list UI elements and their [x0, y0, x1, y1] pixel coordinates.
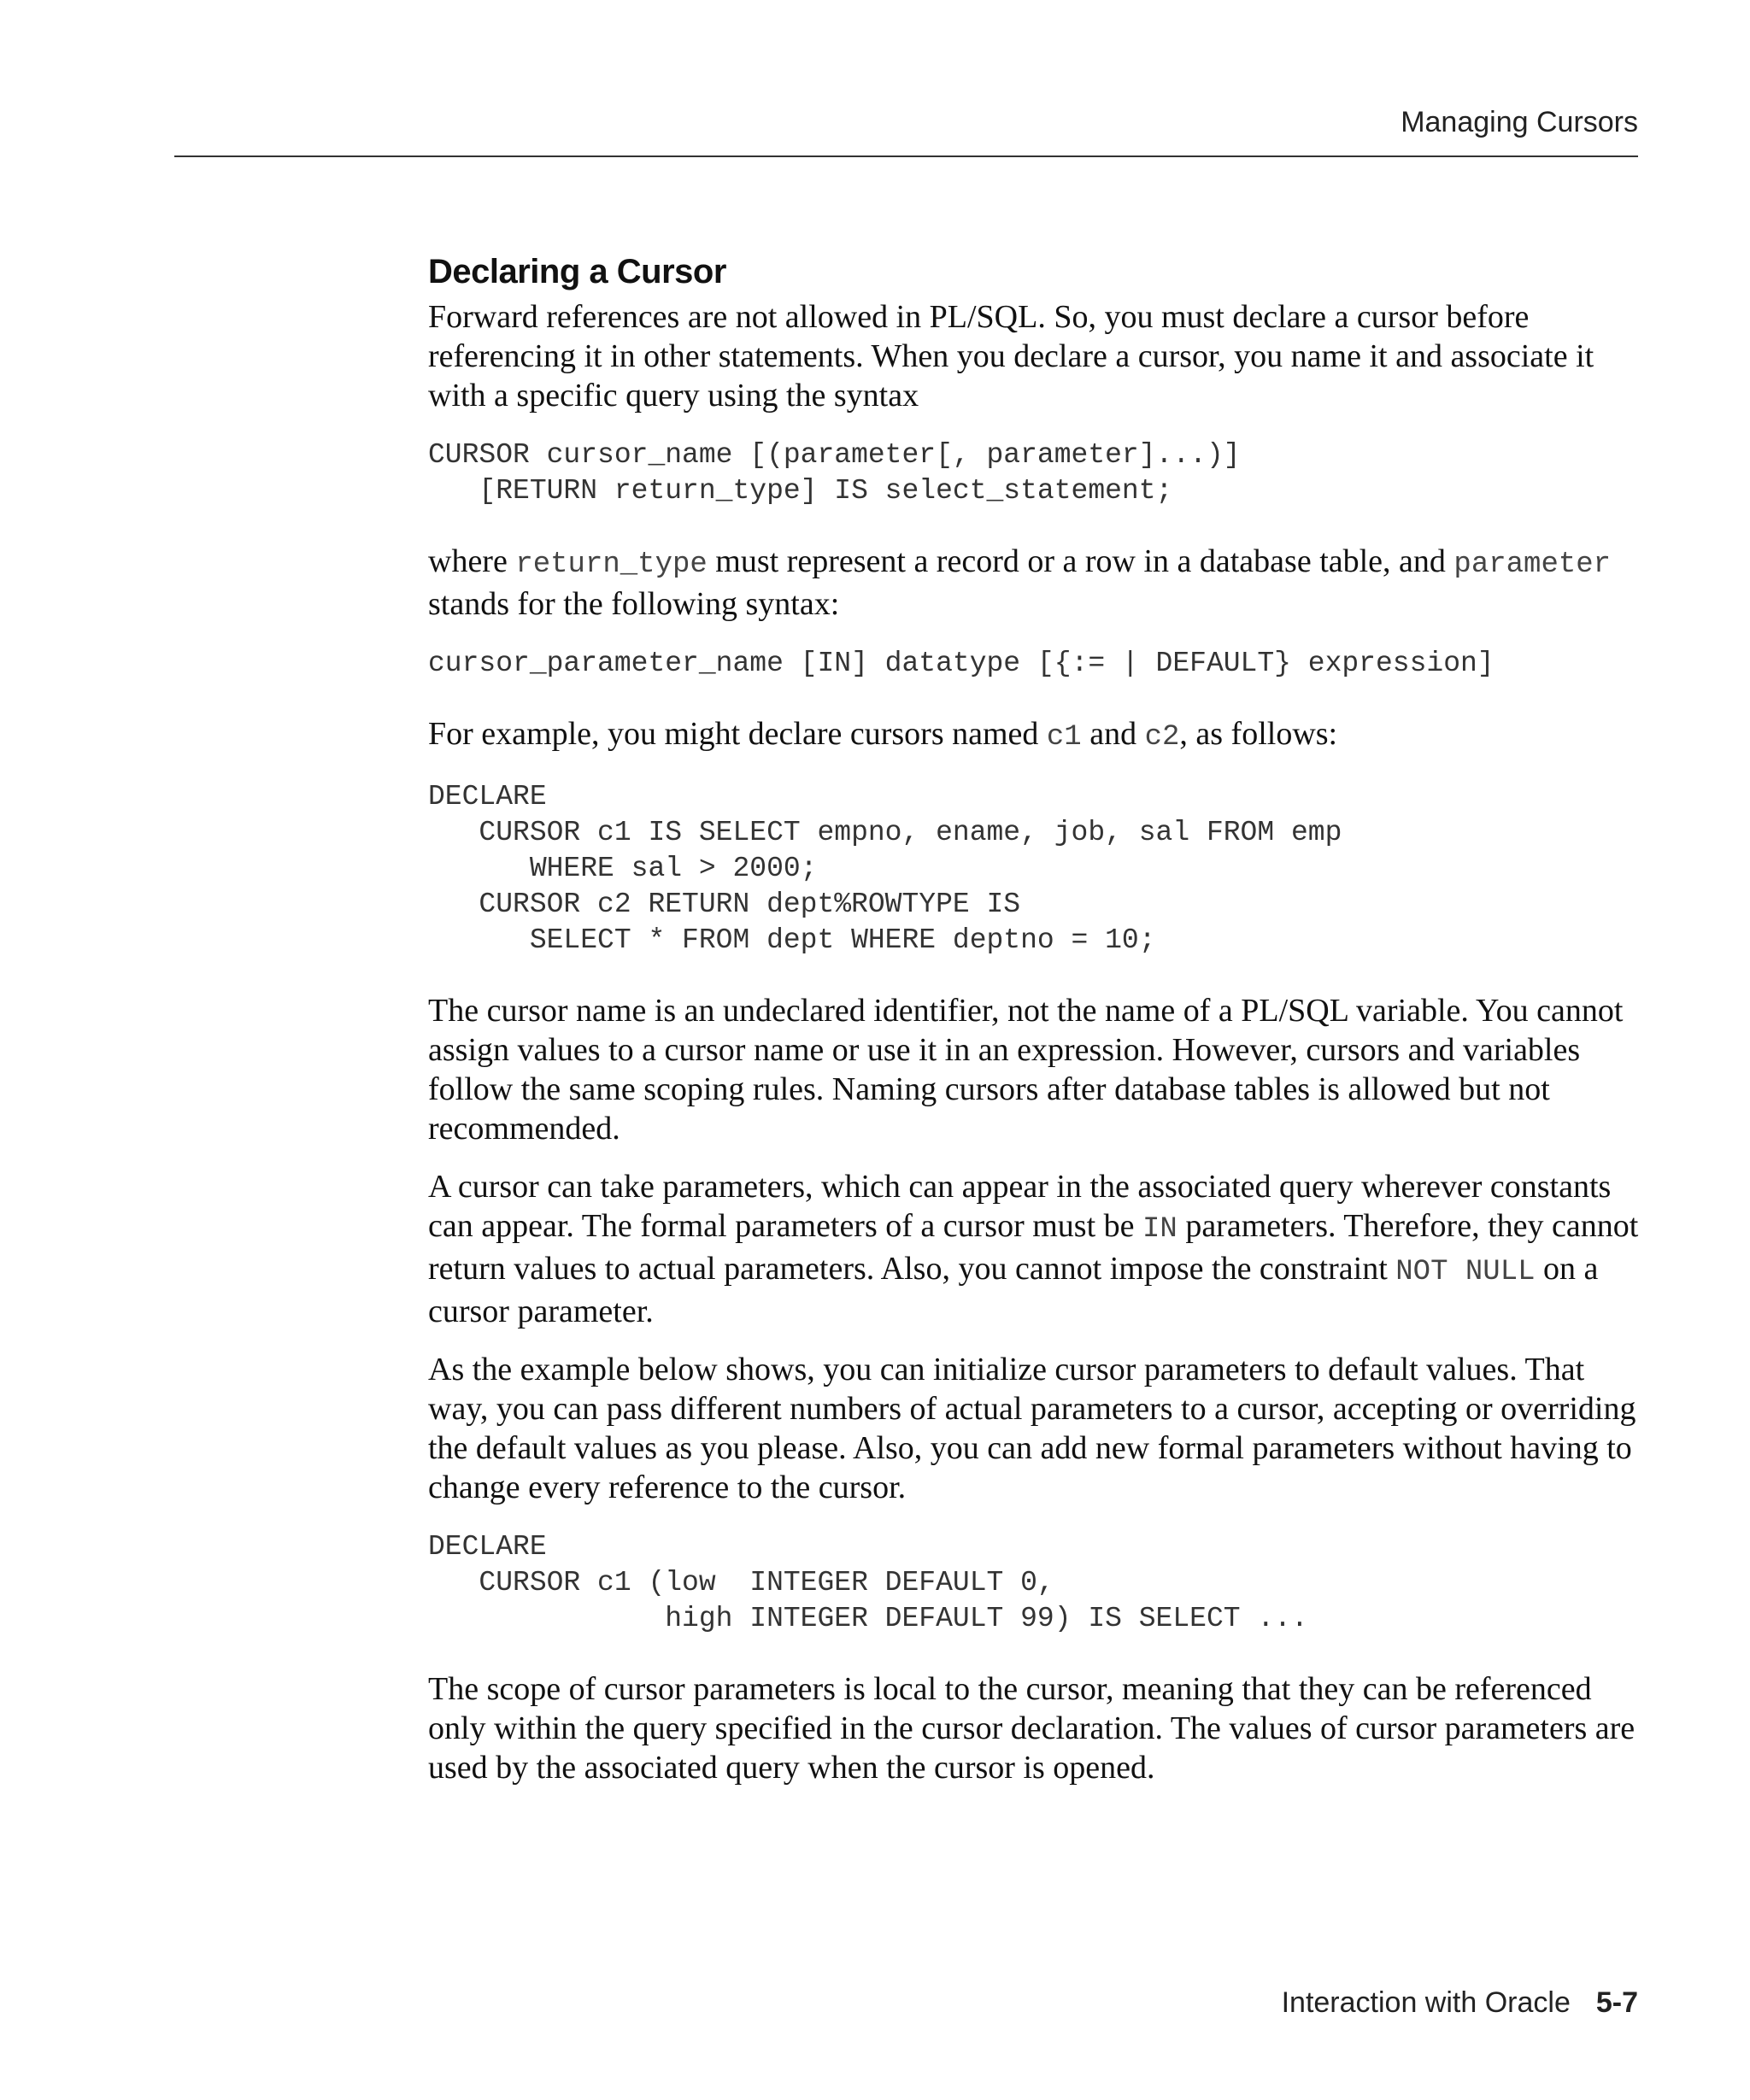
code-block-default-params	[428, 1529, 1641, 1637]
paragraph-forward-references: Forward references are not allowed in PL/SQL. So, you must declare a cursor before referencing it in other statements. When you declare a cursor, you name it and associate it with a specific query using the syntax	[428, 299, 1594, 414]
text-run: and	[1081, 716, 1145, 752]
inline-code: parameter	[1453, 548, 1612, 581]
text-run: For example, you might declare cursors named	[428, 716, 1047, 752]
text-run: stands for the following syntax:	[428, 586, 840, 622]
code-line: CURSOR cursor_name [(parameter[, parameter]...)]	[428, 439, 1241, 471]
text-run: must represent a record or a row in a database table, and	[707, 543, 1454, 579]
inline-code: return_type	[515, 548, 708, 581]
paragraph-cursor-parameters	[428, 1167, 1641, 1331]
code-line: CURSOR c1 (low INTEGER DEFAULT 0,	[428, 1567, 1054, 1598]
code-line: SELECT * FROM dept WHERE deptno = 10;	[428, 924, 1156, 956]
code-line: CURSOR c2 RETURN dept%ROWTYPE IS	[428, 889, 1021, 920]
code-line: high INTEGER DEFAULT 99) IS SELECT ...	[428, 1603, 1308, 1634]
inline-code: c2	[1144, 721, 1180, 754]
code-line: DECLARE	[428, 781, 547, 812]
code-block-cursor-syntax	[428, 437, 1641, 509]
text-run: where	[428, 543, 516, 579]
text-run: parameters. Therefore, they cannot return values to actual parameters. Also, you cannot impose the constraint	[428, 1208, 1639, 1287]
code-line: [RETURN return_type] IS select_statement;	[428, 475, 1173, 507]
footer-chapter: Interaction with Oracle	[1281, 1986, 1571, 2019]
paragraph-return-type	[428, 542, 1641, 624]
paragraph-parameter-scope: The scope of cursor parameters is local to the cursor, meaning that they can be referenced only within the query specified in the cursor declaration. The values of cursor parameters are used by the associated query when the cursor is opened.	[428, 1671, 1635, 1786]
inline-code: c1	[1046, 721, 1082, 754]
paragraph-cursor-name: The cursor name is an undeclared identifier, not the name of a PL/SQL variable. You cannot assign values to a cursor name or use it in an expression. However, cursors and variables follow the same scoping rules. Naming cursors after database tables is allowed but not recommended.	[428, 993, 1624, 1147]
inline-code: NOT NULL	[1395, 1256, 1536, 1288]
inline-code: IN	[1142, 1213, 1177, 1246]
text-run: A cursor can take parameters, which can appear in the associated query wherever constants can appear. The formal parameters of a cursor must be	[428, 1169, 1612, 1244]
code-line: CURSOR c1 IS SELECT empno, ename, job, sal FROM emp	[428, 817, 1342, 848]
section-heading: Declaring a Cursor	[428, 253, 726, 290]
code-line: WHERE sal > 2000;	[428, 853, 818, 884]
text-run: , as follows:	[1179, 716, 1338, 752]
code-block-declare-example	[428, 779, 1641, 959]
header-rule	[174, 155, 1638, 157]
page-content	[428, 248, 1641, 1806]
code-line: cursor_parameter_name [IN] datatype [{:= | DEFAULT} expression]	[428, 648, 1495, 679]
page-number: 5-7	[1595, 1986, 1638, 2019]
code-line: DECLARE	[428, 1531, 547, 1563]
text-run: on a cursor parameter.	[428, 1251, 1599, 1329]
paragraph-example-intro	[428, 714, 1641, 757]
running-footer	[1282, 1986, 1638, 2020]
paragraph-default-values: As the example below shows, you can initialize cursor parameters to default values. That way, you can pass different numbers of actual parameters to a cursor, accepting or overriding the default values as you please. Also, you can add new formal parameters without having to change every reference to the cursor.	[428, 1352, 1636, 1505]
running-header: Managing Cursors	[1401, 106, 1638, 138]
code-block-parameter-syntax	[428, 646, 1641, 682]
